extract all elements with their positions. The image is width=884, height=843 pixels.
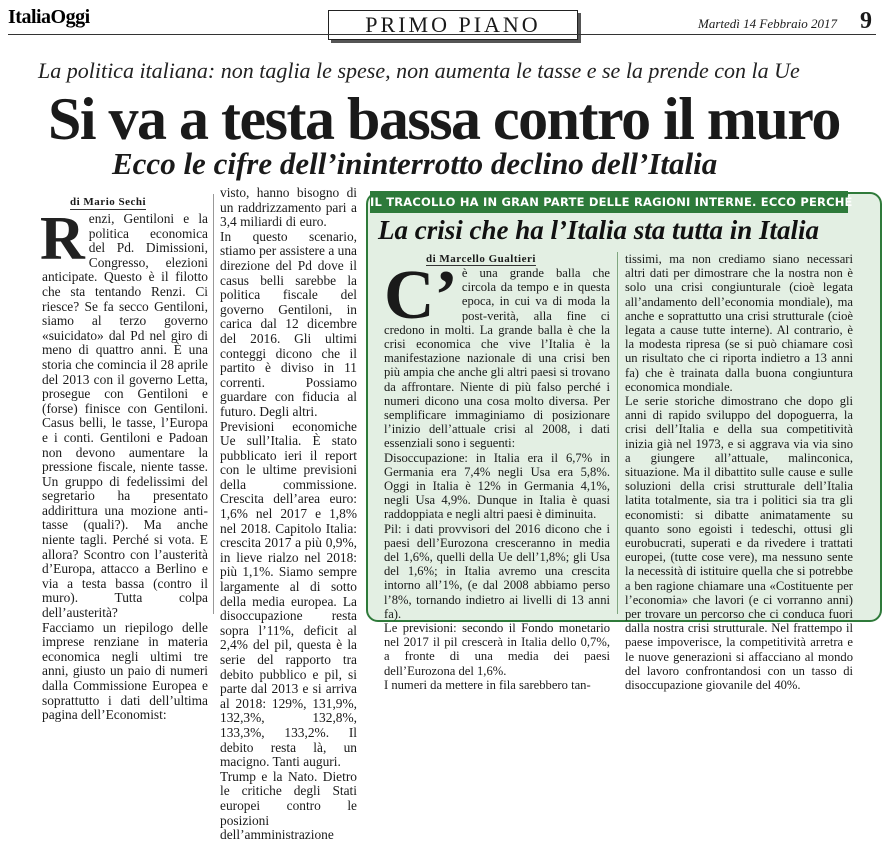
page-number: 9 bbox=[860, 8, 872, 34]
paragraph: Facciamo un riepilogo delle imprese renziane in materia economica negli ultimi tre anni, giusto un paio di numeri dalla Commissione Europea e soprattutto i dati dell’ultima pagina dell’Economist: bbox=[42, 619, 208, 723]
paragraph: In questo scenario, stiamo per assistere a una direzione del Pd dove il casus belli sarebbe la politica fiscale del governo Gentiloni, in carica dal 12 dicembre del 2016. Gli ultimi conteggi dicono che il partito è diviso in 11 correnti. Possiamo guardare con fiducia al futuro. Degli altri. bbox=[220, 228, 357, 419]
paragraph: Le serie storiche dimostrano che dopo gli anni di rapido sviluppo del dopoguerra, la crisi dell’Italia e della sua competitività inizia già nel 1973, e si aggrava via via sino a giungere all’attuale, malinconica, situazione. Ma il dibattito sulle cause e sulle soluzioni della crisi strutturale dell’Italia latita totalmente, sia tra i politici sia tra gli economisti: si dibatte animatamente su quanto sono egoisti i tedeschi, ottusi gli eurobucrati, superati e da rivedere i trattati europei, (tutte cose vere), ma nessuno sente la necessità di istituire quella che si potrebbe a ben ragione chiamare una «Costituente per l’economia» che lavori (e ci vorranno anni) per trovare un percorso che ci conduca fuori dalla nostra crisi strutturale. Nel frattempo il paese impoverisce, la competitività arretra e le nuove generazioni si affacciano al mondo del lavoro confrontandosi con un tasso di disoccupazione giovanile del 40%. bbox=[625, 394, 853, 693]
column-divider bbox=[213, 194, 214, 614]
dropcap: C’ bbox=[384, 257, 458, 334]
kicker: La politica italiana: non taglia le spese, non aumenta le tasse e se la prende con la Ue bbox=[38, 58, 800, 83]
column-divider bbox=[617, 252, 618, 614]
paragraph: Le previsioni: secondo il Fondo monetario nel 2017 il pil crescerà in Italia dello 0,7%, a fronte di una media dei paesi dell’Eurozona del 1,6%. bbox=[384, 621, 610, 678]
masthead-rule bbox=[8, 34, 876, 35]
box-byline: di Marcello Gualtieri bbox=[426, 253, 536, 265]
main-byline: di Mario Sechi bbox=[70, 196, 147, 208]
subheadline: Ecco le cifre dell’ininterrotto declino dell’Italia bbox=[112, 146, 718, 181]
paragraph: enzi, Gentiloni e la politica economica del Pd. Dimissioni, Congresso, elezioni anticipate. Questo è il filotto che sta tentando Renzi. Ci riesce? Se fa secco Gentiloni, siamo al terzo governo «suicidato» dal Pd nel giro di meno di quattro anni. È una storia che comincia il 28 aprile del 2013 con il governo Letta, prosegue con Gentiloni e (forse) finisce con Gentiloni. Casus belli, le tasse, l’Europa e i conti. Gentiloni e Padoan non devono aumentare la pressione fiscale, niente tasse. Un gruppo di fedelissimi del segretario ha presentato addirittura una mozione anti-tasse (quali?). Ma anche niente tagli. Perché si vota. E allora? Scontro con l’austerità d’Europa, attacco a Berlino e via a testa bassa (contro il muro). Tutta colpa dell’austerità? bbox=[42, 211, 208, 621]
paragraph: visto, hanno bisogno di un raddrizzamento pari a 3,4 miliardi di euro. bbox=[220, 185, 357, 230]
headline: Si va a testa bassa contro il muro bbox=[48, 86, 840, 152]
paragraph: Disoccupazione: in Italia era il 6,7% in Germania era 7,4% negli Usa era 5,8%. Oggi in Italia è 12% in Germania 4,1%, negli Usa 4,9%. Dunque in Italia è quasi raddoppiata e negli altri paesi è diminuita. bbox=[384, 450, 610, 522]
dropcap: R bbox=[40, 205, 85, 273]
paragraph: I numeri da mettere in fila sarebbero tan- bbox=[384, 677, 591, 692]
newspaper-logo: ItaliaOggi bbox=[8, 6, 90, 28]
paragraph: tissimi, ma non crediamo siano necessari altri dati per dimostrare che la nostra non è solo una crisi congiunturale (cioè legata all’andamento dell’economia mondiale), ma anche e soprattutto una crisi strutturale (cioè legata a cause tutte interne). Al contrario, è la modesta ripresa (se si può chiamare così un risultato che ci riporta indietro a 13 anni fa) che è trainata dalla buona congiuntura economica mondiale. bbox=[625, 252, 853, 394]
box-article-column-2 bbox=[625, 252, 853, 693]
masthead bbox=[8, 6, 876, 36]
paragraph: Trump e la Nato. Dietro le critiche degli Stati europei contro le posizioni dell’amministrazione bbox=[220, 768, 357, 843]
section-label: PRIMO PIANO bbox=[328, 10, 578, 40]
paragraph: Pil: i dati provvisori del 2016 dicono che i paesi dell’Eurozona cresceranno in media del 1,6%, quelli della Ue dell’1,8%; gli Usa del 1,6%; in Italia avremo una crescita intorno all’1%, (e dal 2008 abbiamo perso l’8%, tornando indietro ai livelli di 13 anni fa). bbox=[384, 521, 610, 621]
main-article-column-1 bbox=[40, 205, 208, 723]
issue-date: Martedì 14 Febbraio 2017 bbox=[698, 16, 838, 31]
main-article-column-2 bbox=[220, 185, 357, 843]
paragraph: è una grande balla che circola da tempo e in questa epoca, in cui va di moda la post-verità, alla fine ci credono in molti. La grande balla è che la crisi economica che vive l’Italia è la manifestazione nazionale di una crisi ben più ampia che anche gli altri paesi si trovano da affrontare. Niente di più falso perché i numeri dicono una cosa molto diversa. Per semplificare immaginiamo di posizionare l’inizio dell’attuale crisi al 2008, i dati essenziali sono i seguenti: bbox=[384, 266, 610, 451]
box-banner: IL TRACOLLO HA IN GRAN PARTE DELLE RAGIONI INTERNE. ECCO PERCHÉ bbox=[370, 191, 848, 213]
paragraph: Previsioni economiche Ue sull’Italia. È stato pubblicato ieri il report con le ultime previsioni della commissione. Crescita dell’area euro: 1,6% nel 2017 e 1,8% nel 2018. Capitolo Italia: crescita 2017 a più 0,9%, in lieve rialzo nel 2018: più 1,1%. Siamo sempre largamente al di sotto della media europea. La disoccupazione resta sopra l’11%, deficit al 2,4% del pil, questa è la serie del rapporto tra debito pubblico e pil, si parte dal 2013 e si arriva al 2018: 129%, 131,9%, 132,3%, 132,8%, 133,3%, 133,2%. Il debito resta là, un macigno. Tanti auguri. bbox=[220, 418, 357, 770]
box-title: La crisi che ha l’Italia sta tutta in Italia bbox=[378, 215, 820, 245]
